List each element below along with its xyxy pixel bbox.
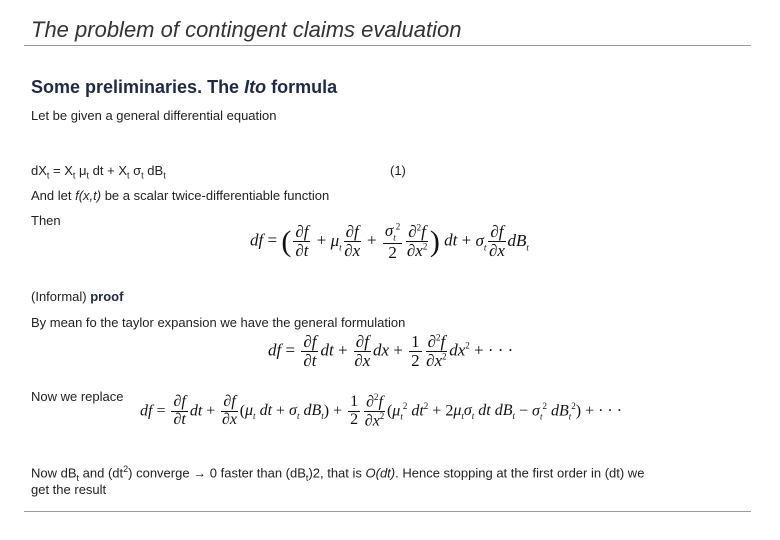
conclusion-line-1: Now $dB_t$ and $(dt^2)$ converge → 0 faster than $(dB_t)2$, that is O(dt). Hence stopping at the first order in (dt) we [31,464,645,483]
and-let-pre: And let [31,188,76,203]
section-heading-pre: Some preliminaries. The [31,77,245,97]
title-divider [24,45,751,46]
conclusion-end: . Hence stopping at the first order in (dt) we [395,465,645,481]
conclusion-line-2: get the result [31,482,107,497]
informal-proof-text [31,289,123,304]
slide-title: The problem of contingent claims evaluation [31,17,462,42]
informal-label: (Informal) [31,289,91,304]
section-heading-ito: Ito [244,77,267,97]
conclusion-mid2: ) converge → 0 faster than (dB [128,465,306,481]
and-let-text [31,188,329,203]
section-heading [31,77,337,98]
then-text: Then [31,213,61,228]
and-let-f: f(x,t) [75,188,102,203]
equation-number: (1) [390,163,406,178]
proof-label: proof [90,289,124,304]
ito-formula: df = ( $\frac{\partial f}{\partial t}$ + $\mu_t$ $\frac{\partial f}{\partial x}$ + $\frac{\sigma_t^2}{2}$ $\frac{\partial^2f}{\partial x^2}$ ) dt + $\sigma_t$ $\frac{\partial f}{\partial x}$ $dB_t$ [250,221,529,262]
taylor-text: By mean fo the taylor expansion we have the general formulation [31,315,406,330]
bottom-divider [24,511,751,512]
intro-text: Let be given a general differential equation [31,108,277,123]
replace-text: Now we replace [31,389,124,404]
conclusion-pre: Now dB [31,465,77,481]
replace-formula: df = $\frac{\partial f}{\partial t}$ dt + $\frac{\partial f}{\partial x}$ ($\mu_t$ dt + $\sigma_t$ $dB_t$) + $\frac{1}{2}$ $\frac{\partial^2f}{\partial x^2}$ ($\mu_t^2$ $dt^2 + 2\mu_t\sigma_t$ dt $dB_t - \sigma_t^2$ $dB_t^2$) + · · · [140,392,623,430]
section-heading-post: formula [266,77,338,97]
conclusion-mid3: )2, that is [308,465,366,481]
conclusion-big-o: O(dt) [365,465,396,481]
taylor-formula: df = $\frac{\partial f}{\partial t}$ dt + $\frac{\partial f}{\partial x}$ dx + $\frac{1}{2}$ $\frac{\partial^2f}{\partial x^2}$ $dx^2$ + · · · [268,332,514,370]
and-let-post: be a scalar twice-differentiable function [101,188,330,203]
sde-equation: $dX_t = X_t$ $\mu_t$ dt + $X_t$ $\sigma_t$ $dB_t$ [31,163,166,181]
conclusion-mid: and (dt [79,465,124,481]
